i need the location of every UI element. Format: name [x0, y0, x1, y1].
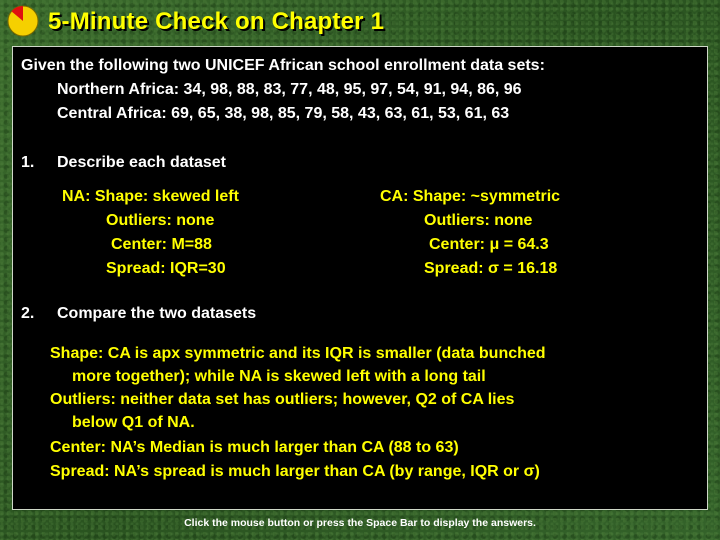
na-center: Center: M=88 — [111, 236, 212, 253]
question-2-text: Compare the two datasets — [57, 305, 257, 322]
intro-text: Given the following two UNICEF African school enrollment data sets: — [21, 57, 545, 74]
question-1-number: 1. — [21, 154, 35, 171]
footer-instruction: Click the mouse button or press the Space Bar to display the answers. — [184, 517, 536, 529]
na-shape: NA: Shape: skewed left — [62, 188, 239, 205]
central-africa-data: Central Africa: 69, 65, 38, 98, 85, 79, 58, 43, 63, 61, 53, 61, 63 — [57, 105, 510, 122]
pie-chart-icon — [6, 4, 40, 38]
answer-center: Center: NA’s Median is much larger than CA (88 to 63) — [50, 439, 459, 456]
ca-center: Center: μ = 64.3 — [429, 236, 549, 253]
content-panel — [12, 46, 708, 510]
answer-outliers-line-1: Outliers: neither data set has outliers; however, Q2 of CA lies — [50, 391, 515, 408]
ca-shape: CA: Shape: ~symmetric — [380, 188, 561, 205]
ca-outliers: Outliers: none — [424, 212, 533, 229]
slide-title: 5-Minute Check on Chapter 1 — [48, 8, 385, 35]
northern-africa-data: Northern Africa: 34, 98, 88, 83, 77, 48, 95, 97, 54, 91, 94, 86, 96 — [57, 81, 522, 98]
na-spread: Spread: IQR=30 — [106, 260, 226, 277]
answer-spread: Spread: NA’s spread is much larger than CA (by range, IQR or σ) — [50, 463, 540, 480]
answer-outliers-line-2: below Q1 of NA. — [72, 414, 195, 431]
ca-spread: Spread: σ = 16.18 — [424, 260, 558, 277]
answer-shape-line-2: more together); while NA is skewed left with a long tail — [72, 368, 486, 385]
answer-shape-line-1: Shape: CA is apx symmetric and its IQR is smaller (data bunched — [50, 345, 546, 362]
question-1-text: Describe each dataset — [57, 154, 226, 171]
question-2-number: 2. — [21, 305, 35, 322]
na-outliers: Outliers: none — [106, 212, 215, 229]
